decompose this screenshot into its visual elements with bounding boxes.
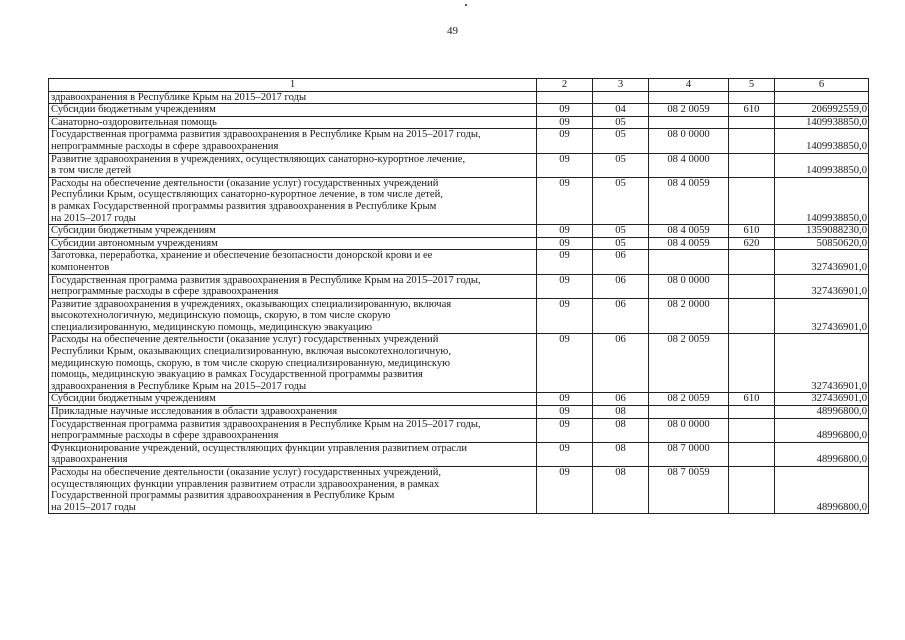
cell-text-line: 48996800,0	[816, 454, 867, 466]
row-amount-cell	[775, 467, 869, 514]
cell-text-line: 48996800,0	[816, 501, 867, 513]
row-subsection-cell	[593, 418, 649, 442]
row-name-cell	[49, 274, 537, 298]
cell-text-line: 09	[559, 225, 570, 237]
row-target-article-cell	[649, 334, 729, 393]
cell-text-line: Заготовка, переработка, хранение и обеспечение безопасности донорской крови и ее	[51, 250, 433, 262]
row-name-cell	[49, 250, 537, 274]
cell-text-line: здравоохранения	[51, 454, 128, 466]
row-subsection-cell	[593, 442, 649, 466]
row-expense-type-cell	[729, 237, 775, 250]
cell-text-line: 08 4 0059	[667, 225, 710, 237]
row-expense-type-cell	[729, 334, 775, 393]
row-name-cell	[49, 334, 537, 393]
row-name-cell	[49, 91, 537, 104]
cell-text-line: 08	[615, 467, 626, 478]
page-number: 49	[447, 25, 458, 37]
cell-text-line: Расходы на обеспечение деятельности (оказание услуг) государственных учреждений	[51, 177, 439, 189]
cell-text-line: Субсидии автономным учреждениям	[51, 237, 218, 249]
cell-text-line: Республики Крым, осуществляющих санаторно-курортное лечение, в том числе детей,	[51, 189, 443, 201]
cell-text-line: 05	[615, 153, 626, 165]
cell-text-line: Расходы на обеспечение деятельности (оказание услуг) государственных учреждений,	[51, 467, 442, 478]
row-name-cell	[49, 298, 537, 334]
row-section-cell	[537, 467, 593, 514]
cell-text-line: непрограммные расходы в сфере здравоохранения	[51, 286, 279, 298]
cell-text-line: Развитие здравоохранения в учреждениях, оказывающих специализированную, включая	[51, 298, 452, 310]
table-row	[49, 298, 869, 334]
row-section-cell	[537, 91, 593, 104]
row-target-article-cell	[649, 116, 729, 129]
row-target-article-cell	[649, 467, 729, 514]
cell-text-line: 05	[615, 129, 626, 141]
cell-text-line: 09	[559, 467, 570, 478]
row-section-cell	[537, 250, 593, 274]
cell-text-line: 08	[615, 418, 626, 430]
row-expense-type-cell	[729, 129, 775, 153]
cell-text-line: 610	[743, 393, 760, 405]
cell-text-line: 1409938850,0	[806, 140, 867, 152]
cell-text-line: помощь, медицинскую эвакуацию в рамках Государственной программы развития	[51, 369, 423, 381]
cell-text-line: Государственной программы развития здравоохранения в Республике Крым	[51, 490, 395, 502]
cell-text-line: 06	[615, 274, 626, 286]
budget-table	[48, 78, 869, 514]
cell-text-line: компонентов	[51, 261, 110, 273]
cell-text-line: 1409938850,0	[806, 165, 867, 177]
header-cell-6: 6	[775, 79, 869, 92]
cell-text-line: Субсидии бюджетным учреждениям	[51, 104, 216, 116]
table-row	[49, 225, 869, 238]
row-name-cell	[49, 225, 537, 238]
row-subsection-cell	[593, 116, 649, 129]
row-expense-type-cell	[729, 91, 775, 104]
row-section-cell	[537, 104, 593, 117]
row-amount-cell	[775, 250, 869, 274]
row-subsection-cell	[593, 298, 649, 334]
cell-text-line: на 2015–2017 годы	[51, 501, 136, 513]
row-amount-cell	[775, 442, 869, 466]
row-target-article-cell	[649, 153, 729, 177]
cell-text-line: 04	[615, 104, 626, 116]
row-section-cell	[537, 237, 593, 250]
row-expense-type-cell	[729, 250, 775, 274]
cell-text-line: 08 0 0000	[667, 129, 710, 141]
row-amount-cell	[775, 116, 869, 129]
row-section-cell	[537, 153, 593, 177]
cell-text-line: 09	[559, 177, 570, 189]
row-section-cell	[537, 406, 593, 419]
row-amount-cell	[775, 91, 869, 104]
cell-text-line: 05	[615, 225, 626, 237]
cell-text-line: 1359088230,0	[806, 225, 867, 237]
cell-text-line: 08 2 0000	[667, 298, 710, 310]
table-row	[49, 116, 869, 129]
scan-speck	[465, 4, 467, 6]
row-subsection-cell	[593, 406, 649, 419]
row-section-cell	[537, 334, 593, 393]
row-amount-cell	[775, 298, 869, 334]
row-name-cell	[49, 104, 537, 117]
cell-text-line: Прикладные научные исследования в области здравоохранения	[51, 406, 338, 418]
cell-text-line: 08 4 0000	[667, 153, 710, 165]
row-expense-type-cell	[729, 298, 775, 334]
table-header-row	[49, 79, 869, 92]
row-name-cell	[49, 129, 537, 153]
cell-text-line: 327436901,0	[811, 286, 867, 298]
row-name-cell	[49, 418, 537, 442]
cell-text-line: 09	[559, 116, 570, 128]
row-subsection-cell	[593, 225, 649, 238]
table-row	[49, 237, 869, 250]
cell-text-line: 06	[615, 250, 626, 262]
row-target-article-cell	[649, 129, 729, 153]
row-subsection-cell	[593, 274, 649, 298]
cell-text-line: 610	[743, 225, 760, 237]
row-target-article-cell	[649, 91, 729, 104]
row-target-article-cell	[649, 418, 729, 442]
row-expense-type-cell	[729, 406, 775, 419]
row-name-cell	[49, 177, 537, 224]
cell-text-line: 08 7 0000	[667, 442, 710, 454]
table-row	[49, 274, 869, 298]
cell-text-line: 05	[615, 116, 626, 128]
row-amount-cell	[775, 177, 869, 224]
row-subsection-cell	[593, 237, 649, 250]
cell-text-line: 06	[615, 393, 626, 405]
cell-text-line: на 2015–2017 годы	[51, 212, 136, 224]
row-expense-type-cell	[729, 467, 775, 514]
cell-text-line: 1409938850,0	[806, 116, 867, 128]
table-row	[49, 104, 869, 117]
row-subsection-cell	[593, 250, 649, 274]
row-target-article-cell	[649, 177, 729, 224]
cell-text-line: 08	[615, 406, 626, 418]
table-row	[49, 442, 869, 466]
cell-text-line: 327436901,0	[811, 380, 867, 392]
cell-text-line: 08 2 0059	[667, 393, 710, 405]
cell-text-line: 327436901,0	[811, 393, 867, 405]
row-amount-cell	[775, 237, 869, 250]
cell-text-line: 620	[743, 237, 760, 249]
cell-text-line: 08 7 0059	[667, 467, 710, 478]
cell-text-line: Государственная программа развития здравоохранения в Республике Крым на 2015–2017 годы,	[51, 274, 481, 286]
cell-text-line: специализированную, медицинскую помощь, медицинскую эвакуацию	[51, 321, 373, 333]
cell-text-line: 08 4 0059	[667, 237, 710, 249]
row-subsection-cell	[593, 104, 649, 117]
cell-text-line: Государственная программа развития здравоохранения в Республике Крым на 2015–2017 годы,	[51, 418, 481, 430]
row-amount-cell	[775, 334, 869, 393]
row-amount-cell	[775, 129, 869, 153]
cell-text-line: 09	[559, 334, 570, 346]
row-target-article-cell	[649, 406, 729, 419]
cell-text-line: 05	[615, 237, 626, 249]
cell-text-line: 48996800,0	[816, 406, 867, 418]
cell-text-line: Санаторно-оздоровительная помощь	[51, 116, 217, 128]
row-target-article-cell	[649, 250, 729, 274]
cell-text-line: 09	[559, 298, 570, 310]
cell-text-line: в том числе детей	[51, 165, 132, 177]
cell-text-line: 09	[559, 237, 570, 249]
cell-text-line: 1409938850,0	[806, 212, 867, 224]
cell-text-line: здравоохранения в Республике Крым на 2015–2017 годы	[51, 380, 307, 392]
cell-text-line: 09	[559, 104, 570, 116]
row-amount-cell	[775, 406, 869, 419]
table-row	[49, 393, 869, 406]
cell-text-line: 06	[615, 334, 626, 346]
cell-text-line: 08 0 0000	[667, 274, 710, 286]
cell-text-line: 09	[559, 418, 570, 430]
cell-text-line: 09	[559, 406, 570, 418]
cell-text-line: в рамках Государственной программы развития здравоохранения в Республике Крым	[51, 200, 437, 212]
cell-text-line: Развитие здравоохранения в учреждениях, осуществляющих санаторно-курортное лечение,	[51, 153, 466, 165]
cell-text-line: 50850620,0	[816, 237, 867, 249]
row-name-cell	[49, 467, 537, 514]
table-row	[49, 250, 869, 274]
cell-text-line: 09	[559, 129, 570, 141]
table-row	[49, 153, 869, 177]
row-target-article-cell	[649, 274, 729, 298]
cell-text-line: 09	[559, 393, 570, 405]
row-section-cell	[537, 129, 593, 153]
row-section-cell	[537, 177, 593, 224]
row-amount-cell	[775, 274, 869, 298]
cell-text-line: Функционирование учреждений, осуществляющих функции управления развитием отрасли	[51, 442, 468, 454]
cell-text-line: здравоохранения в Республике Крым на 2015–2017 годы	[51, 91, 307, 103]
row-name-cell	[49, 237, 537, 250]
cell-text-line: 610	[743, 104, 760, 116]
row-expense-type-cell	[729, 104, 775, 117]
header-cell-5: 5	[729, 79, 775, 92]
cell-text-line: осуществляющих функции управления развитием отрасли здравоохранения, в рамках	[51, 478, 440, 490]
row-expense-type-cell	[729, 274, 775, 298]
cell-text-line: 206992559,0	[811, 104, 867, 116]
row-section-cell	[537, 116, 593, 129]
cell-text-line: Республики Крым, оказывающих специализированную, включая высокотехнологичную,	[51, 346, 451, 358]
row-subsection-cell	[593, 129, 649, 153]
row-expense-type-cell	[729, 225, 775, 238]
row-expense-type-cell	[729, 116, 775, 129]
cell-text-line: непрограммные расходы в сфере здравоохранения	[51, 430, 279, 442]
row-section-cell	[537, 274, 593, 298]
table-row	[49, 406, 869, 419]
row-amount-cell	[775, 153, 869, 177]
row-name-cell	[49, 116, 537, 129]
row-section-cell	[537, 225, 593, 238]
cell-text-line: 09	[559, 250, 570, 262]
table-row	[49, 467, 869, 514]
cell-text-line: 08 0 0000	[667, 418, 710, 430]
row-section-cell	[537, 298, 593, 334]
row-expense-type-cell	[729, 418, 775, 442]
cell-text-line: 08 4 0059	[667, 177, 710, 189]
row-name-cell	[49, 393, 537, 406]
cell-text-line: высокотехнологичную, медицинскую помощь, скорую, в том числе скорую	[51, 310, 391, 322]
cell-text-line: 08 2 0059	[667, 334, 710, 346]
cell-text-line: 327436901,0	[811, 321, 867, 333]
cell-text-line: Государственная программа развития здравоохранения в Республике Крым на 2015–2017 годы,	[51, 129, 481, 141]
row-target-article-cell	[649, 237, 729, 250]
row-name-cell	[49, 442, 537, 466]
row-subsection-cell	[593, 177, 649, 224]
row-section-cell	[537, 393, 593, 406]
row-section-cell	[537, 442, 593, 466]
table-row	[49, 418, 869, 442]
row-target-article-cell	[649, 298, 729, 334]
cell-text-line: непрограммные расходы в сфере здравоохранения	[51, 140, 279, 152]
row-section-cell	[537, 418, 593, 442]
row-amount-cell	[775, 393, 869, 406]
cell-text-line: 06	[615, 298, 626, 310]
cell-text-line: 09	[559, 153, 570, 165]
table-row	[49, 91, 869, 104]
header-cell-4: 4	[649, 79, 729, 92]
row-expense-type-cell	[729, 177, 775, 224]
cell-text-line: Субсидии бюджетным учреждениям	[51, 225, 216, 237]
row-amount-cell	[775, 225, 869, 238]
row-amount-cell	[775, 418, 869, 442]
row-target-article-cell	[649, 225, 729, 238]
cell-text-line: 08	[615, 442, 626, 454]
row-expense-type-cell	[729, 393, 775, 406]
cell-text-line: 05	[615, 177, 626, 189]
cell-text-line: Расходы на обеспечение деятельности (оказание услуг) государственных учреждений	[51, 334, 439, 346]
row-name-cell	[49, 406, 537, 419]
cell-text-line: 09	[559, 274, 570, 286]
row-subsection-cell	[593, 334, 649, 393]
table-row	[49, 177, 869, 224]
cell-text-line: 09	[559, 442, 570, 454]
row-name-cell	[49, 153, 537, 177]
row-target-article-cell	[649, 442, 729, 466]
row-target-article-cell	[649, 104, 729, 117]
table-row	[49, 334, 869, 393]
row-subsection-cell	[593, 467, 649, 514]
row-expense-type-cell	[729, 442, 775, 466]
row-target-article-cell	[649, 393, 729, 406]
cell-text-line: медицинскую помощь, скорую, в том числе скорую специализированную, медицинскую	[51, 357, 451, 369]
cell-text-line: Субсидии бюджетным учреждениям	[51, 393, 216, 405]
cell-text-line: 08 2 0059	[667, 104, 710, 116]
header-cell-1: 1	[49, 79, 537, 92]
row-expense-type-cell	[729, 153, 775, 177]
row-subsection-cell	[593, 91, 649, 104]
row-amount-cell	[775, 104, 869, 117]
row-subsection-cell	[593, 153, 649, 177]
table-row	[49, 129, 869, 153]
header-cell-3: 3	[593, 79, 649, 92]
header-cell-2: 2	[537, 79, 593, 92]
cell-text-line: 327436901,0	[811, 261, 867, 273]
row-subsection-cell	[593, 393, 649, 406]
cell-text-line: 48996800,0	[816, 430, 867, 442]
